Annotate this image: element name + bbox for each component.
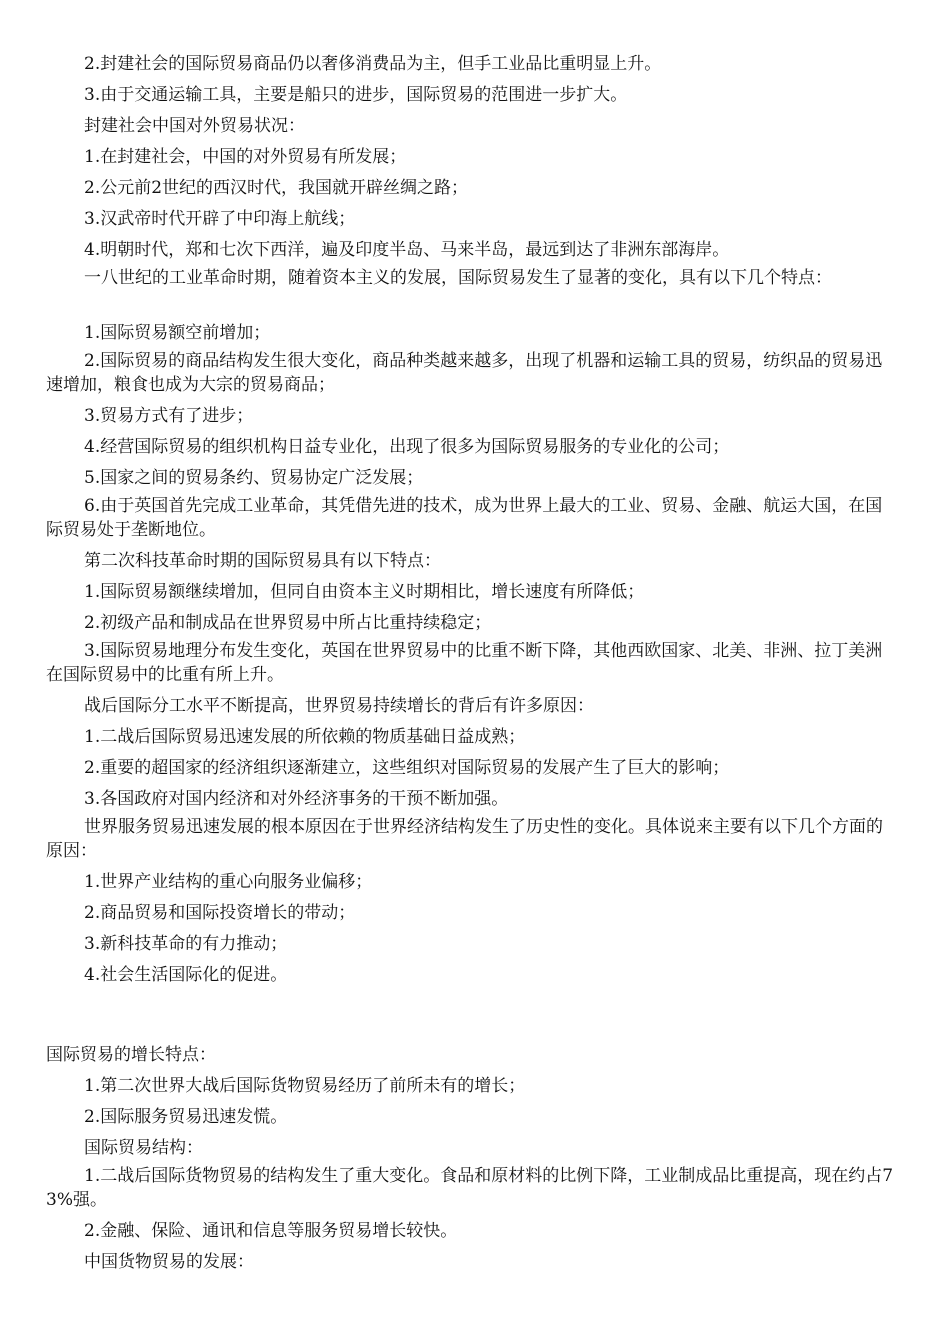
paragraph: 3.由于交通运输工具，主要是船只的进步，国际贸易的范围进一步扩大。 [84,85,628,105]
section-heading: 国际贸易的增长特点： [46,1045,216,1065]
list-item: 3.国际贸易地理分布发生变化，英国在世界贸易中的比重不断下降，其他西欧国家、北美、非洲、拉丁美洲在国际贸易中的比重有所上升。 [46,641,883,685]
list-item: 2.国际服务贸易迅速发慌。 [84,1107,288,1127]
list-item: 2.金融、保险、通讯和信息等服务贸易增长较快。 [84,1221,458,1241]
list-item: 4.明朝时代，郑和七次下西洋，遍及印度半岛、马来半岛，最远到达了非洲东部海岸。 [84,240,730,260]
list-item: 2.重要的超国家的经济组织逐渐建立，这些组织对国际贸易的发展产生了巨大的影响； [84,758,730,778]
list-item: 3.新科技革命的有力推动； [84,934,288,954]
list-item: 3.各国政府对国内经济和对外经济事务的干预不断加强。 [84,789,509,809]
section-heading: 世界服务贸易迅速发展的根本原因在于世界经济结构发生了历史性的变化。具体说来主要有以下几个方面的原因： [46,817,883,861]
section-heading: 封建社会中国对外贸易状况： [84,116,305,136]
section-heading: 国际贸易结构： [84,1138,203,1158]
list-item: 1.二战后国际货物贸易的结构发生了重大变化。食品和原材料的比例下降，工业制成品比重提高，现在约占73%强。 [46,1166,894,1210]
list-item: 6.由于英国首先完成工业革命，其凭借先进的技术，成为世界上最大的工业、贸易、金融、航运大国，在国际贸易处于垄断地位。 [46,496,883,540]
paragraph: 2.封建社会的国际贸易商品仍以奢侈消费品为主，但手工业品比重明显上升。 [84,54,662,74]
section-heading: 中国货物贸易的发展： [84,1252,254,1272]
list-item: 1.国际贸易额空前增加； [84,323,271,343]
list-item: 2.初级产品和制成品在世界贸易中所占比重持续稳定； [84,613,492,633]
list-item: 2.公元前2世纪的西汉时代，我国就开辟丝绸之路； [84,178,469,198]
section-heading: 第二次科技革命时期的国际贸易具有以下特点： [84,551,441,571]
list-item: 4.经营国际贸易的组织机构日益专业化，出现了很多为国际贸易服务的专业化的公司； [84,437,730,457]
list-item: 3.汉武帝时代开辟了中印海上航线； [84,209,356,229]
section-heading: 一八世纪的工业革命时期，随着资本主义的发展，国际贸易发生了显著的变化，具有以下几个特点： [84,268,832,288]
list-item: 2.国际贸易的商品结构发生很大变化，商品种类越来越多，出现了机器和运输工具的贸易，纺织品的贸易迅速增加，粮食也成为大宗的贸易商品； [46,351,883,395]
section-heading: 战后国际分工水平不断提高，世界贸易持续增长的背后有许多原因： [84,696,594,716]
list-item: 1.第二次世界大战后国际货物贸易经历了前所未有的增长； [84,1076,526,1096]
list-item: 1.国际贸易额继续增加，但同自由资本主义时期相比，增长速度有所降低； [84,582,645,602]
list-item: 1.世界产业结构的重心向服务业偏移； [84,872,373,892]
list-item: 1.二战后国际贸易迅速发展的所依赖的物质基础日益成熟； [84,727,526,747]
list-item: 2.商品贸易和国际投资增长的带动； [84,903,356,923]
list-item: 4.社会生活国际化的促进。 [84,965,288,985]
list-item: 3.贸易方式有了进步； [84,406,254,426]
list-item: 5.国家之间的贸易条约、贸易协定广泛发展； [84,468,424,488]
list-item: 1.在封建社会，中国的对外贸易有所发展； [84,147,407,167]
